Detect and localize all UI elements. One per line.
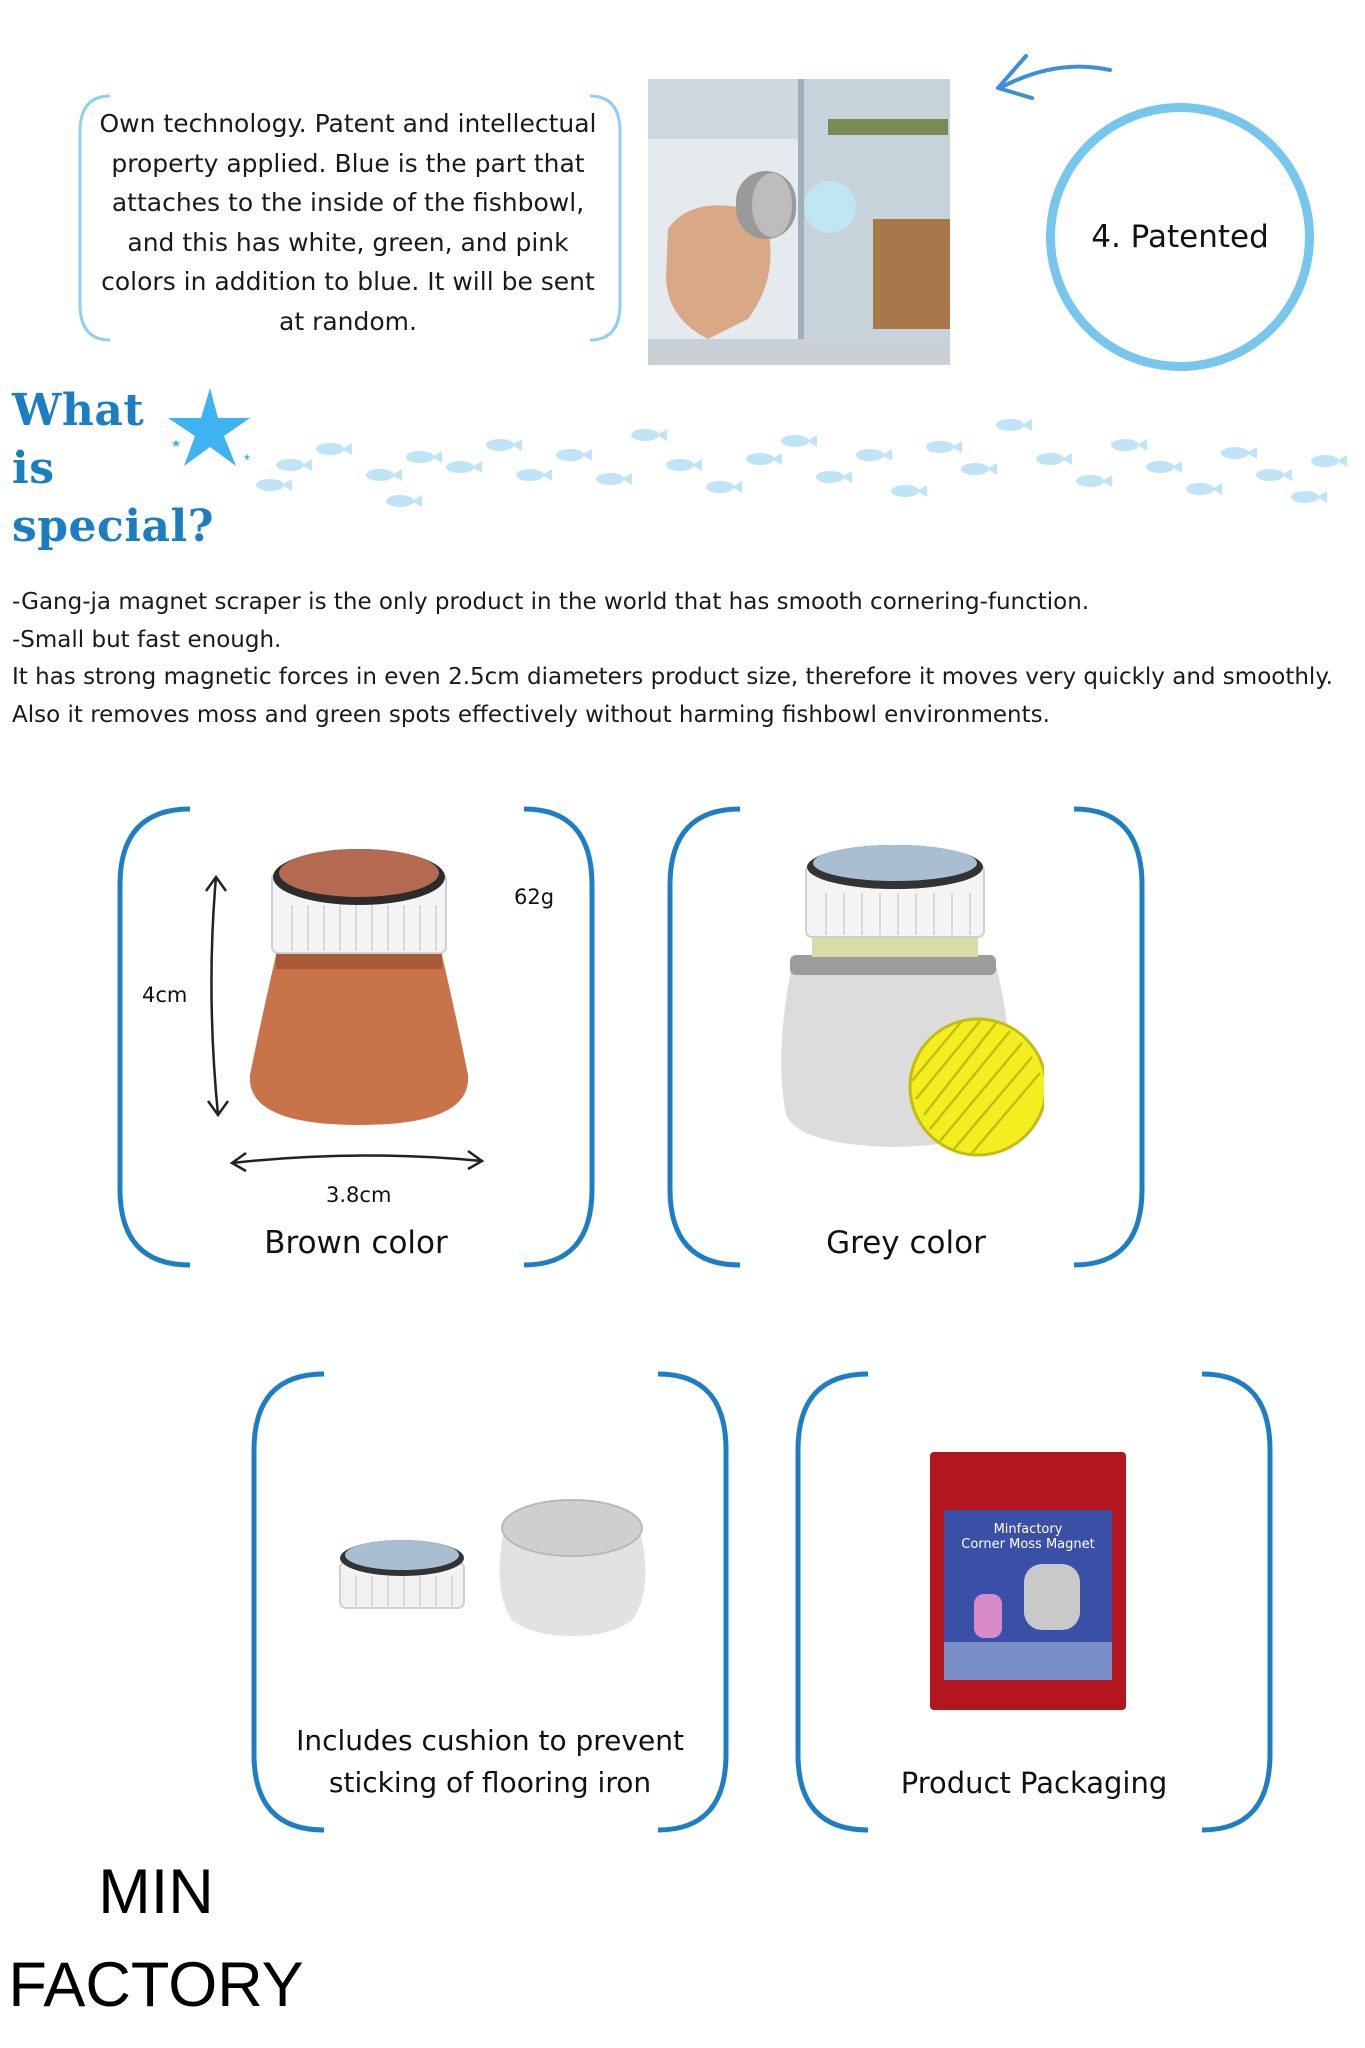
special-paragraph: -Gang-ja magnet scraper is the only product in the world that has smooth cornering-function. xyxy=(12,589,1090,615)
height-arrow-icon xyxy=(196,871,236,1121)
cushion-caption xyxy=(248,1720,732,1804)
cushion-scraper-image xyxy=(332,1480,650,1640)
special-paragraph: -Small but fast enough. xyxy=(12,626,282,653)
arrow-icon xyxy=(986,48,1116,112)
packaging-label xyxy=(944,1522,1112,1552)
brand-line: MIN xyxy=(98,1857,214,1927)
grey-scraper-image xyxy=(774,825,1044,1167)
brown-scraper-image xyxy=(232,825,486,1147)
packaging-label-line: Minfactory xyxy=(993,1522,1063,1537)
product-card-cushion xyxy=(248,1370,732,1834)
width-label: 3.8cm xyxy=(326,1183,392,1207)
special-paragraph: Also it removes moss and green spots effectively without harming fishbowl environments. xyxy=(12,701,1050,728)
patented-badge xyxy=(1046,103,1314,371)
cushion-caption-line: sticking of flooring iron xyxy=(328,1766,652,1799)
special-heading-line: is xyxy=(12,443,55,494)
product-card-brown xyxy=(114,805,598,1269)
weight-label: 62g xyxy=(514,885,555,909)
packaging-label-line: Corner Moss Magnet xyxy=(961,1537,1095,1552)
height-label: 4cm xyxy=(142,983,188,1007)
patented-badge-label: 4. Patented xyxy=(1091,219,1269,255)
patent-description: Own technology. Patent and intellectual property applied. Blue is the part that attaches to the inside of the fishbowl, and this has white, green, and pink colors in addition to blue. It will be sent at random. xyxy=(99,109,597,336)
card-caption: Product Packaging xyxy=(900,1766,1168,1800)
cushion-caption-line: Includes cushion to prevent xyxy=(296,1724,684,1757)
width-arrow-icon xyxy=(226,1145,488,1175)
card-caption: Brown color xyxy=(264,1225,448,1261)
fish-school-decoration xyxy=(250,405,1360,525)
card-caption: Grey color xyxy=(826,1225,986,1261)
packaging-image xyxy=(930,1452,1126,1710)
starfish-icon xyxy=(162,384,254,468)
brand-logo-text xyxy=(0,1846,312,2032)
special-description xyxy=(12,584,1357,734)
special-heading-line: What xyxy=(12,385,145,436)
special-paragraph: It has strong magnetic forces in even 2.5cm diameters product size, therefore it moves very quickly and smoothly. xyxy=(12,664,1333,690)
product-card-packaging xyxy=(792,1370,1276,1834)
special-heading-line: special? xyxy=(12,501,215,552)
brand-line: FACTORY xyxy=(8,1950,304,2020)
product-photo-aquarium xyxy=(648,79,950,365)
product-card-grey xyxy=(664,805,1148,1269)
